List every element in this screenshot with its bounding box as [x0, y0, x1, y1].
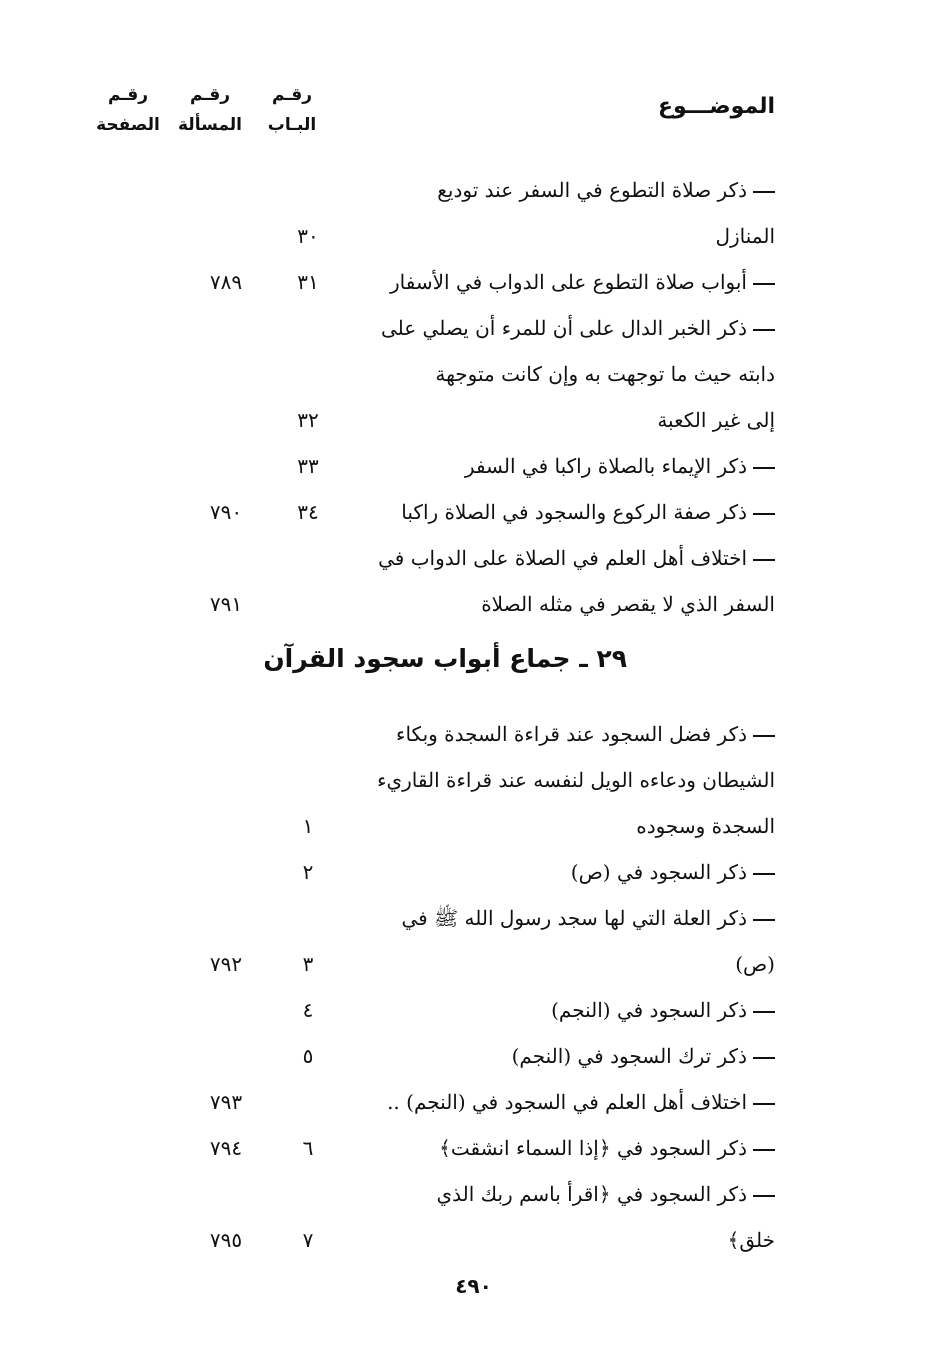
entry-chapter-number: ٣	[302, 952, 314, 976]
entry-line	[365, 758, 775, 802]
entry-dash	[753, 1057, 775, 1059]
entry-text: خلق﴾	[727, 1228, 775, 1252]
entry-text: أبواب صلاة التطوع على الدواب في الأسفار	[390, 270, 747, 294]
entry-text: اختلاف أهل العلم في السجود في (النجم) ..	[387, 1090, 747, 1114]
entry-page-number: ٧٩٠	[209, 500, 243, 524]
entry-line	[365, 168, 775, 212]
entry-line	[365, 306, 775, 350]
entry-page-number: ٧٩١	[209, 592, 243, 616]
chapter-column-header: رقـم البـاب	[267, 85, 317, 135]
entry-text: ذكر صلاة التطوع في السفر عند توديع	[437, 178, 747, 202]
entry-dash	[753, 559, 775, 561]
page-column-header: رقـم الصفحة	[96, 85, 160, 135]
entry-dash	[753, 1149, 775, 1151]
entry-dash	[753, 1103, 775, 1105]
entry-text: ذكر ترك السجود في (النجم)	[511, 1044, 747, 1068]
entry-text: اختلاف أهل العلم في الصلاة على الدواب في	[378, 546, 747, 570]
entry-line	[365, 1172, 775, 1216]
entry-text: (ص)	[735, 952, 775, 976]
entry-text: السجدة وسجوده	[636, 814, 775, 838]
entry-text: ذكر السجود في ﴿اقرأ باسم ربك الذي	[436, 1182, 747, 1206]
entry-line	[365, 1034, 775, 1078]
entry-line	[365, 942, 775, 986]
entry-dash	[753, 191, 775, 193]
entry-dash	[753, 329, 775, 331]
issue-column-header: رقـم المسألة	[178, 85, 242, 135]
entry-line	[365, 1218, 775, 1262]
entry-line	[365, 988, 775, 1032]
entry-chapter-number: ٣٠	[297, 224, 319, 248]
entry-text: ذكر السجود في ﴿إذا السماء انشقت﴾	[439, 1136, 747, 1160]
entry-chapter-number: ٦	[302, 1136, 314, 1160]
entry-line	[365, 582, 775, 626]
entry-dash	[753, 735, 775, 737]
entry-chapter-number: ٣٣	[297, 454, 319, 478]
topic-column-header: الموضـــوع	[658, 94, 775, 119]
entry-line	[365, 1126, 775, 1170]
entry-line	[365, 850, 775, 894]
entry-dash	[753, 919, 775, 921]
entry-line	[365, 1080, 775, 1124]
entry-dash	[753, 873, 775, 875]
page-number: ٤٩٠	[455, 1274, 492, 1298]
entry-chapter-number: ٧	[302, 1228, 314, 1252]
entry-dash	[753, 467, 775, 469]
entry-text: ذكر السجود في (النجم)	[551, 998, 747, 1022]
entry-text: دابته حيث ما توجهت به وإن كانت متوجهة	[435, 362, 775, 386]
entry-text: ذكر الخبر الدال على أن للمرء أن يصلي على	[380, 316, 747, 340]
entry-page-number: ٧٩٣	[209, 1090, 243, 1114]
entry-text: ذكر العلة التي لها سجد رسول الله ﷺ في	[401, 906, 747, 930]
entry-line	[365, 444, 775, 488]
entry-chapter-number: ٣١	[297, 270, 319, 294]
entry-chapter-number: ٢	[302, 860, 314, 884]
entry-text: ذكر صفة الركوع والسجود في الصلاة راكبا	[401, 500, 747, 524]
entry-chapter-number: ٣٢	[297, 408, 319, 432]
entry-chapter-number: ٤	[302, 998, 314, 1022]
entry-line	[365, 490, 775, 534]
entry-page-number: ٧٩٥	[209, 1228, 243, 1252]
entry-dash	[753, 1195, 775, 1197]
entry-line	[365, 804, 775, 848]
entry-chapter-number: ١	[302, 814, 314, 838]
entry-text: ذكر الإيماء بالصلاة راكبا في السفر	[464, 454, 747, 478]
entry-line	[365, 352, 775, 396]
entry-text: إلى غير الكعبة	[657, 408, 775, 432]
entry-chapter-number: ٣٤	[297, 500, 319, 524]
entry-text: ذكر السجود في (ص)	[570, 860, 747, 884]
entry-line	[365, 398, 775, 442]
entry-line	[365, 536, 775, 580]
entry-page-number: ٧٨٩	[209, 270, 243, 294]
entry-text: السفر الذي لا يقصر في مثله الصلاة	[481, 592, 775, 616]
entry-page-number: ٧٩٤	[209, 1136, 243, 1160]
section-title: ٢٩ ـ جماع أبواب سجود القرآن	[263, 644, 627, 673]
entry-chapter-number: ٥	[302, 1044, 314, 1068]
entry-text: ذكر فضل السجود عند قراءة السجدة وبكاء	[396, 722, 747, 746]
entry-line	[365, 712, 775, 756]
entry-page-number: ٧٩٢	[209, 952, 243, 976]
entry-dash	[753, 283, 775, 285]
entry-line	[365, 896, 775, 940]
entry-line	[365, 214, 775, 258]
entry-line	[365, 260, 775, 304]
entry-text: المنازل	[715, 224, 775, 248]
entry-dash	[753, 1011, 775, 1013]
entry-text: الشيطان ودعاءه الويل لنفسه عند قراءة القاريء	[377, 768, 775, 792]
entry-dash	[753, 513, 775, 515]
